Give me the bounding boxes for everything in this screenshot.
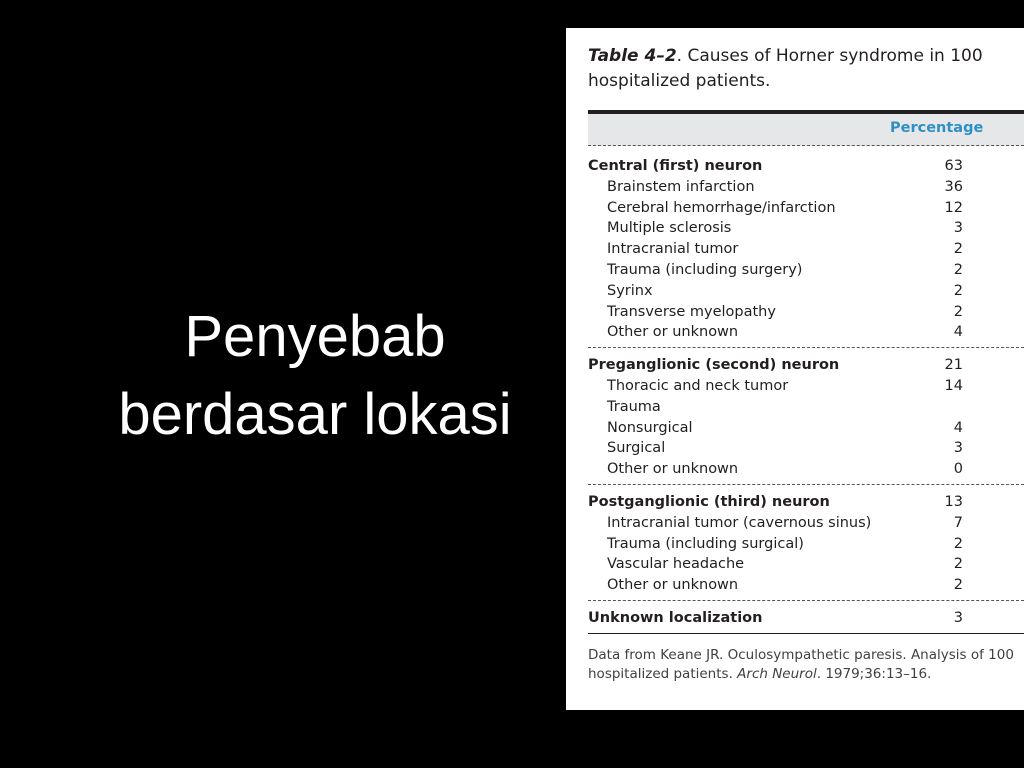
row-label: Trauma [607,398,661,415]
row-percentage: 2 [953,241,963,258]
row-label: Transverse myelopathy [607,303,776,320]
row-label: Thoracic and neck tumor [607,377,789,394]
row-label: Surgical [607,440,666,457]
table-row [588,322,1024,343]
row-percentage: 2 [953,282,963,299]
row-percentage: 3 [953,440,963,457]
row-percentage: 2 [953,303,963,320]
table-row [588,198,1024,219]
table-row [588,302,1024,323]
row-label: Central (first) neuron [588,158,763,174]
table-row [588,554,1024,575]
table-row [588,438,1024,459]
table-row [588,177,1024,198]
row-label: Postganglionic (third) neuron [588,493,830,510]
table-footnote [588,646,1024,684]
table-row [588,459,1024,480]
table-caption [588,44,1018,94]
row-percentage: 63 [944,158,963,174]
row-label: Syrinx [607,282,653,299]
row-label: Vascular headache [607,556,745,573]
row-label: Other or unknown [607,324,739,341]
table-title: . Causes of Horner syndrome in 100 hospitalized patients. [588,46,983,91]
table-row [588,239,1024,260]
column-header-percentage: Percentage [890,120,984,136]
footnote-journal: Arch Neurol [737,666,817,682]
row-percentage: 2 [953,577,963,594]
row-label: Preganglionic (second) neuron [588,357,840,374]
row-percentage: 21 [944,357,963,374]
row-percentage: 3 [953,220,963,237]
table-row [588,418,1024,439]
group-header-row [588,156,1024,177]
heading-line-1: Penyebab [184,304,446,369]
row-label: Other or unknown [607,461,739,478]
table-row [588,281,1024,302]
column-header-band [588,114,1024,146]
table-row [588,376,1024,397]
slide-heading [80,298,550,454]
table-group [588,608,1024,634]
row-percentage: 0 [953,461,963,478]
row-label: Intracranial tumor (cavernous sinus) [607,514,872,531]
row-percentage: 3 [953,609,963,626]
row-percentage: 14 [944,377,963,394]
row-percentage: 7 [953,514,963,531]
table-row [588,534,1024,555]
row-label: Trauma (including surgery) [607,261,803,278]
table-body [588,156,1024,641]
row-label: Nonsurgical [607,419,693,436]
row-percentage: 12 [944,199,963,216]
row-label: Multiple sclerosis [607,220,732,237]
group-header-row [588,355,1024,376]
row-percentage: 4 [953,324,963,341]
row-percentage: 36 [944,178,963,195]
row-percentage: 13 [944,493,963,510]
table-group [588,492,1024,601]
group-header-row [588,608,1024,629]
row-percentage: 2 [953,556,963,573]
row-label: Trauma (including surgical) [607,535,804,552]
row-label: Unknown localization [588,609,763,626]
table-number: Table 4–2 [588,46,677,66]
footnote-tail: . 1979;36:13–16. [816,666,932,682]
row-label: Brainstem infarction [607,178,755,195]
table-row [588,260,1024,281]
heading-line-2: berdasar lokasi [118,382,512,447]
table-image [566,28,1024,710]
row-label: Cerebral hemorrhage/infarction [607,199,836,216]
row-percentage: 4 [953,419,963,436]
row-percentage: 2 [953,261,963,278]
table-row [588,575,1024,596]
row-percentage: 2 [953,535,963,552]
table-group [588,156,1024,348]
footnote-text: Data from Keane JR. Oculosympathetic paresis. Analysis of 100 hospitalized patients. [588,647,1014,682]
group-header-row [588,492,1024,513]
table-row [588,218,1024,239]
row-label: Other or unknown [607,577,739,594]
table-row [588,513,1024,534]
table-row [588,397,1024,418]
row-label: Intracranial tumor [607,241,739,258]
table-group [588,355,1024,485]
